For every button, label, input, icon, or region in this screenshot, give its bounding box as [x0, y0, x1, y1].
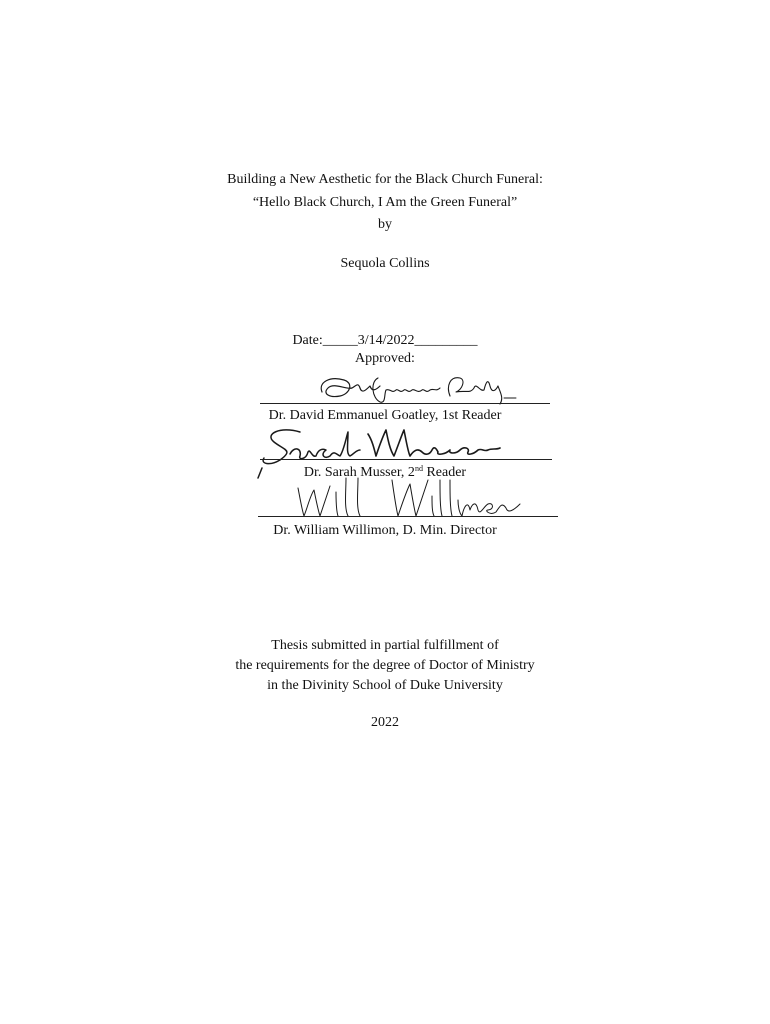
reader-1-line: Dr. David Emmanuel Goatley, 1st Reader [268, 408, 502, 423]
reader-2-ordinal: nd [414, 464, 423, 473]
submission-line-2: the requirements for the degree of Doctor of Ministry [235, 658, 535, 673]
reader-2-name: Dr. Sarah Musser, 2 [303, 465, 415, 480]
thesis-year: 2022 [371, 715, 399, 730]
author-name: Sequola Collins [340, 256, 430, 271]
signature-rule-3 [258, 516, 558, 517]
approved-label: Approved: [355, 351, 415, 366]
signature-rule-1 [260, 403, 550, 404]
thesis-title-line-2: “Hello Black Church, I Am the Green Funeral” [252, 195, 518, 210]
reader-2-role: Reader [422, 465, 467, 480]
signature-willimon [280, 470, 540, 522]
by-label: by [378, 217, 392, 232]
submission-line-3: in the Divinity School of Duke University [267, 678, 503, 693]
date-line: Date:_____3/14/2022_________ [292, 333, 478, 348]
reader-3-line: Dr. William Willimon, D. Min. Director [273, 523, 497, 538]
signature-rule-2 [260, 459, 552, 460]
submission-line-1: Thesis submitted in partial fulfillment of [271, 638, 499, 653]
thesis-title-line-1: Building a New Aesthetic for the Black Church Funeral: [227, 172, 543, 187]
